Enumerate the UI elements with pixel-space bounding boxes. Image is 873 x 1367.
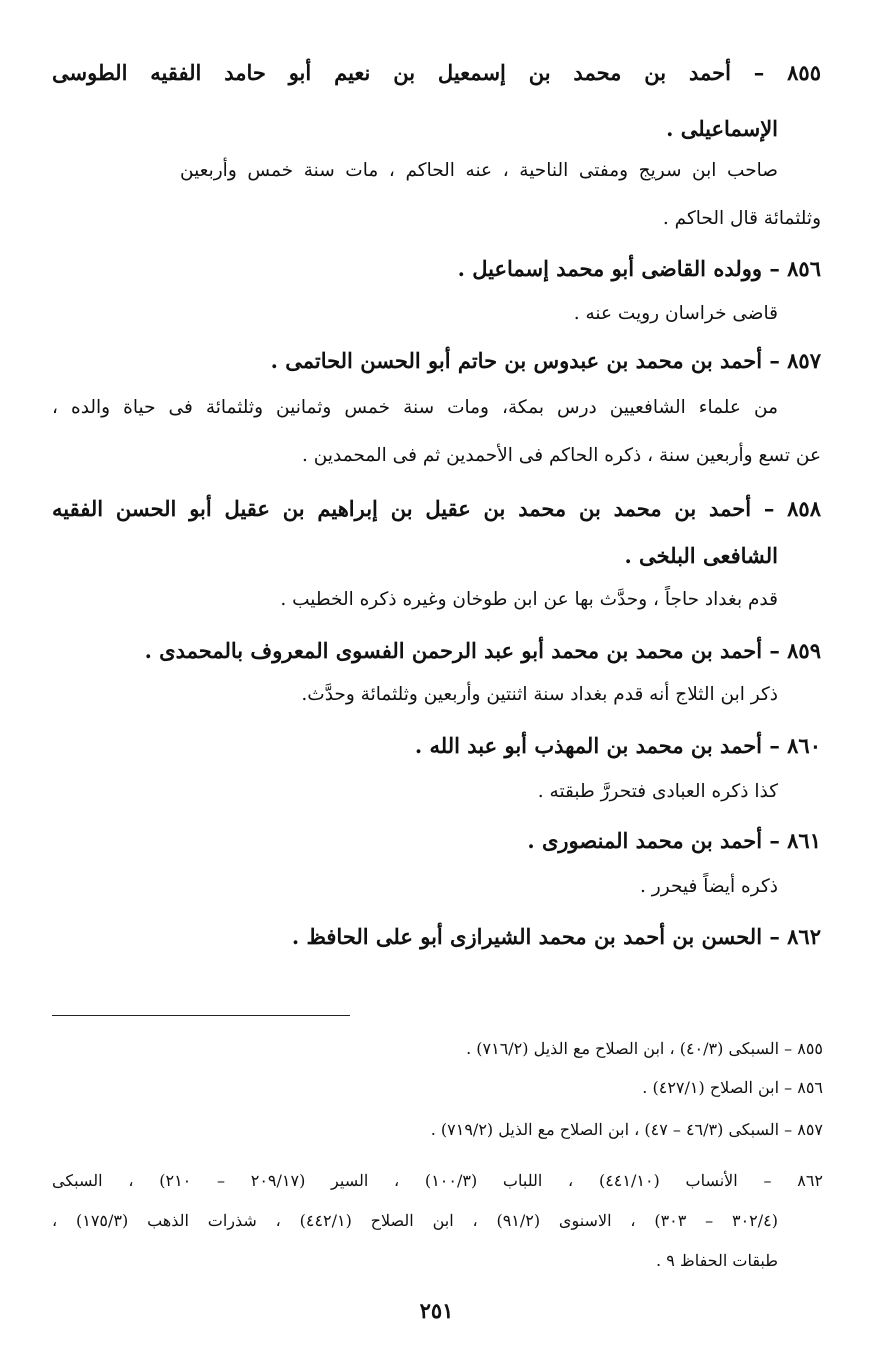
entry-858-heading-cont: الشافعى البلخى . (624, 543, 778, 568)
entry-857-text: من علماء الشافعيين درس بمكة، ومات سنة خمس وثمانين وثلثمائة فى حياة والده ، (52, 397, 778, 418)
footnote-862-cont: (٣٠٢/٤ – ٣٠٣) ، الاسنوى (٩١/٢) ، ابن الصلاح (٤٤٢/١) ، شذرات الذهب (١٧٥/٣) ، (52, 1211, 778, 1230)
page-number: ٢٥١ (419, 1298, 454, 1323)
entry-859-heading: ٨٥٩ – أحمد بن محمد بن محمد أبو عبد الرحمن الفسوى المعروف بالمحمدى . (144, 638, 821, 663)
entry-856-heading: ٨٥٦ – وولده القاضى أبو محمد إسماعيل . (457, 256, 821, 281)
entry-856-text: قاضى خراسان رويت عنه . (573, 303, 778, 324)
entry-860-heading: ٨٦٠ – أحمد بن محمد بن المهذب أبو عبد الله . (414, 733, 821, 758)
entry-859-text: ذكر ابن الثلاج أنه قدم بغداد سنة اثنتين وأربعين وثلثمائة وحدَّث. (301, 684, 778, 705)
entry-860-text: كذا ذكره العبادى فتحررَّ طبقته . (537, 781, 778, 802)
footnote-857: ٨٥٧ – السبكى (٤٦/٣ – ٤٧) ، ابن الصلاح مع الذيل (٧١٩/٢) . (430, 1120, 823, 1139)
entry-855-text: صاحب ابن سريج ومفتى الناحية ، عنه الحاكم ، مات سنة خمس وأربعين (180, 160, 778, 181)
entry-861-text: ذكره أيضاً فيحرر . (640, 876, 778, 897)
entry-857-text-cont: عن تسع وأربعين سنة ، ذكره الحاكم فى الأحمدين ثم فى المحمدين . (301, 445, 821, 466)
footnote-862-cont-2: طبقات الحفاظ ٩ . (656, 1251, 778, 1270)
entry-858-heading: ٨٥٨ – أحمد بن محمد بن محمد بن عقيل بن إبراهيم بن عقيل أبو الحسن الفقيه (52, 496, 821, 521)
footnote-862: ٨٦٢ – الأنساب (٤٤١/١٠) ، اللباب (١٠٠/٣) ، السير (٢٠٩/١٧ – ٢١٠) ، السبكى (52, 1171, 824, 1190)
footnote-divider (52, 1015, 350, 1016)
footnote-856: ٨٥٦ – ابن الصلاح (٤٢٧/١) . (642, 1078, 823, 1097)
entry-855-heading-cont: الإسماعيلى . (666, 116, 778, 141)
entry-855-text-cont: وثلثمائة قال الحاكم . (662, 208, 821, 229)
entry-861-heading: ٨٦١ – أحمد بن محمد المنصورى . (527, 828, 821, 853)
entry-858-text: قدم بغداد حاجاً ، وحدَّث بها عن ابن طوخان وغيره ذكره الخطيب . (280, 589, 778, 610)
entry-862-heading: ٨٦٢ – الحسن بن أحمد بن محمد الشيرازى أبو على الحافظ . (291, 924, 821, 949)
entry-857-heading: ٨٥٧ – أحمد بن محمد بن عبدوس بن حاتم أبو الحسن الحاتمى . (270, 348, 821, 373)
footnote-855: ٨٥٥ – السبكى (٤٠/٣) ، ابن الصلاح مع الذيل (٧١٦/٢) . (466, 1039, 823, 1058)
entry-855-heading: ٨٥٥ – أحمد بن محمد بن إسمعيل بن نعيم أبو حامد الفقيه الطوسى (52, 60, 821, 85)
